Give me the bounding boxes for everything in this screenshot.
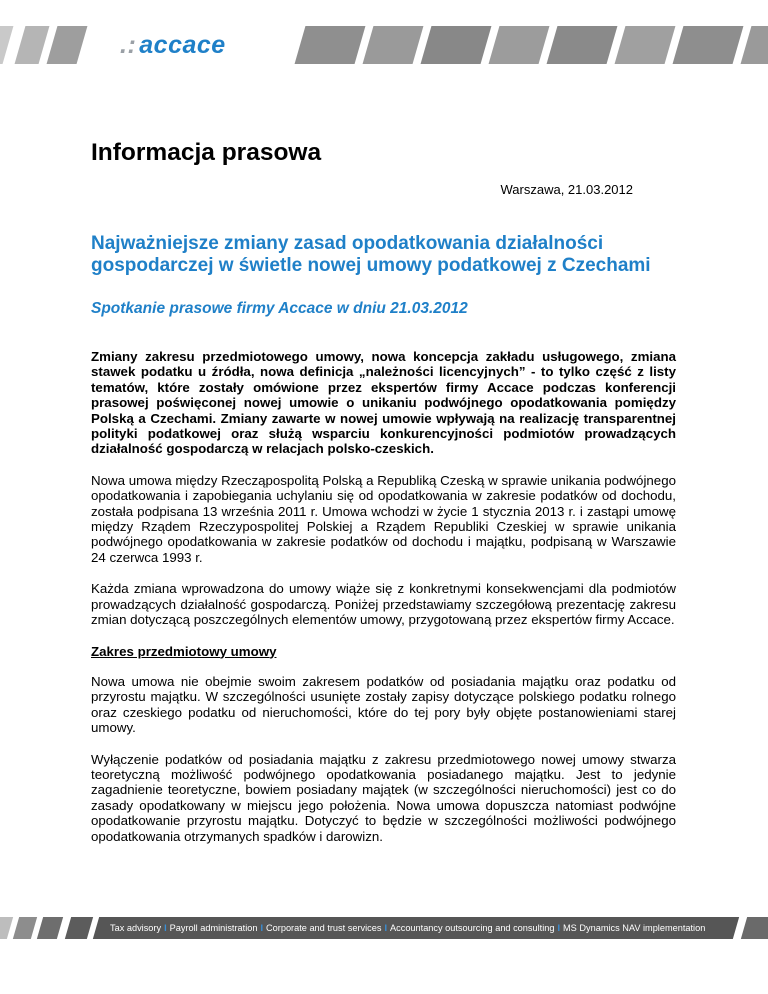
body-text [91,349,676,860]
logo-word: accace [139,31,226,59]
footer-separator: I [260,923,264,933]
footer-service-accountancy: Accountancy outsourcing and consulting [390,923,555,933]
headline: Najważniejsze zmiany zasad opodatkowania działalności gospodarczej w świetle nowej umowy podatkowej z Czechami [91,233,651,276]
header-stripe [15,26,50,64]
paragraph-3: Nowa umowa nie obejmie swoim zakresem podatków od posiadania majątku oraz podatku od przyrostu majątku. W szczególności usunięte zostały zapisy dotyczące polskiego podatku rolnego oraz czeskiego podatku od nieruchomości, które do tej pory były objęte postanowieniami starej umowy. [91,673,676,736]
header-stripe [615,26,676,64]
footer-stripe [13,917,37,939]
paragraph-4: Wyłączenie podatków od posiadania majątku z zakresu przedmiotowego nowej umowy stwarza teoretyczną możliwość podwójnego opodatkowania posiadanego majątku. Jest to jedynie zagadnienie teoretyczne, bowiem posiadany majątek (w szczególności nieruchomości) jest co do zasady opodatkowany w miejscu jego położenia. Nowa umowa dopuszcza natomiast podwójne opodatkowanie przyrostu majątku. Dotyczyć to będzie w szczególności możliwości podwójnego opodatkowania otrzymanych spadków i darowizn. [91,751,676,844]
footer-service-corporate: Corporate and trust services [266,923,382,933]
footer-services [110,917,730,939]
subheadline: Spotkanie prasowe firmy Accace w dniu 21.03.2012 [91,300,468,317]
accace-logo [120,28,226,62]
header-stripe [47,26,88,64]
footer-separator: I [384,923,387,933]
lead-paragraph: Zmiany zakresu przedmiotowego umowy, nowa koncepcja zakładu usługowego, zmiana stawek podatku u źródła, nowa definicja „należności licencyjnych” - to tylko część z listy tematów, które zostały omówione przez ekspertów firmy Accace podczas konferencji prasowej poświęconej nowej umowie o unikaniu podwójnego opodatkowania pomiędzy Polską a Czechami. Zmiany zawarte w nowej umowie wpływają na realizację transparentnej polityki podatkowej oraz służą wsparciu konkurencyjności podmiotów prowadzących działalność gospodarczą w relacjach polsko-czeskich. [91,349,676,457]
header-stripe [673,26,744,64]
header-stripe [547,26,618,64]
footer-stripe [741,917,768,939]
footer-service-payroll: Payroll administration [169,923,258,933]
header-stripe [363,26,424,64]
footer-stripe [65,917,93,939]
header-stripe [0,26,13,64]
logo-dots: .: [120,31,137,59]
header-stripe [741,26,768,64]
header-stripe [489,26,550,64]
header-band [0,26,768,64]
paragraph-2: Każda zmiana wprowadzona do umowy wiąże się z konkretnymi konsekwencjami dla podmiotów prowadzących działalność gospodarczą. Poniżej przedstawiamy szczegółową prezentację zakresu zmian dotyczącą poszczególnych elementów umowy, przygotowaną przez ekspertów firmy Accace. [91,581,676,628]
footer-separator: I [164,923,167,933]
paragraph-1: Nowa umowa między Rzecząpospolitą Polską a Republiką Czeską w sprawie unikania podwójnego opodatkowania i zapobiegania uchylaniu się od opodatkowania w zakresie podatków od dochodu, została podpisana 13 września 2011 r. Umowa wchodzi w życie 1 stycznia 2013 r. i zastąpi umowę między Rządem Rzeczypospolitej Polskiej a Rządem Republiki Czeskiej w sprawie unikania podwójnego opodatkowania w zakresie podatków od dochodu i majątku, podpisaną w Warszawie 24 czerwca 1993 r. [91,472,676,565]
dateline: Warszawa, 21.03.2012 [500,182,633,197]
footer-service-nav: MS Dynamics NAV implementation [563,923,706,933]
page-title: Informacja prasowa [91,139,322,166]
section-heading: Zakres przedmiotowy umowy [91,643,277,659]
footer-stripe [37,917,63,939]
header-stripe [421,26,492,64]
footer-separator: I [557,923,561,933]
header-stripe [295,26,366,64]
footer-stripe [0,917,13,939]
footer-service-tax: Tax advisory [110,923,162,933]
